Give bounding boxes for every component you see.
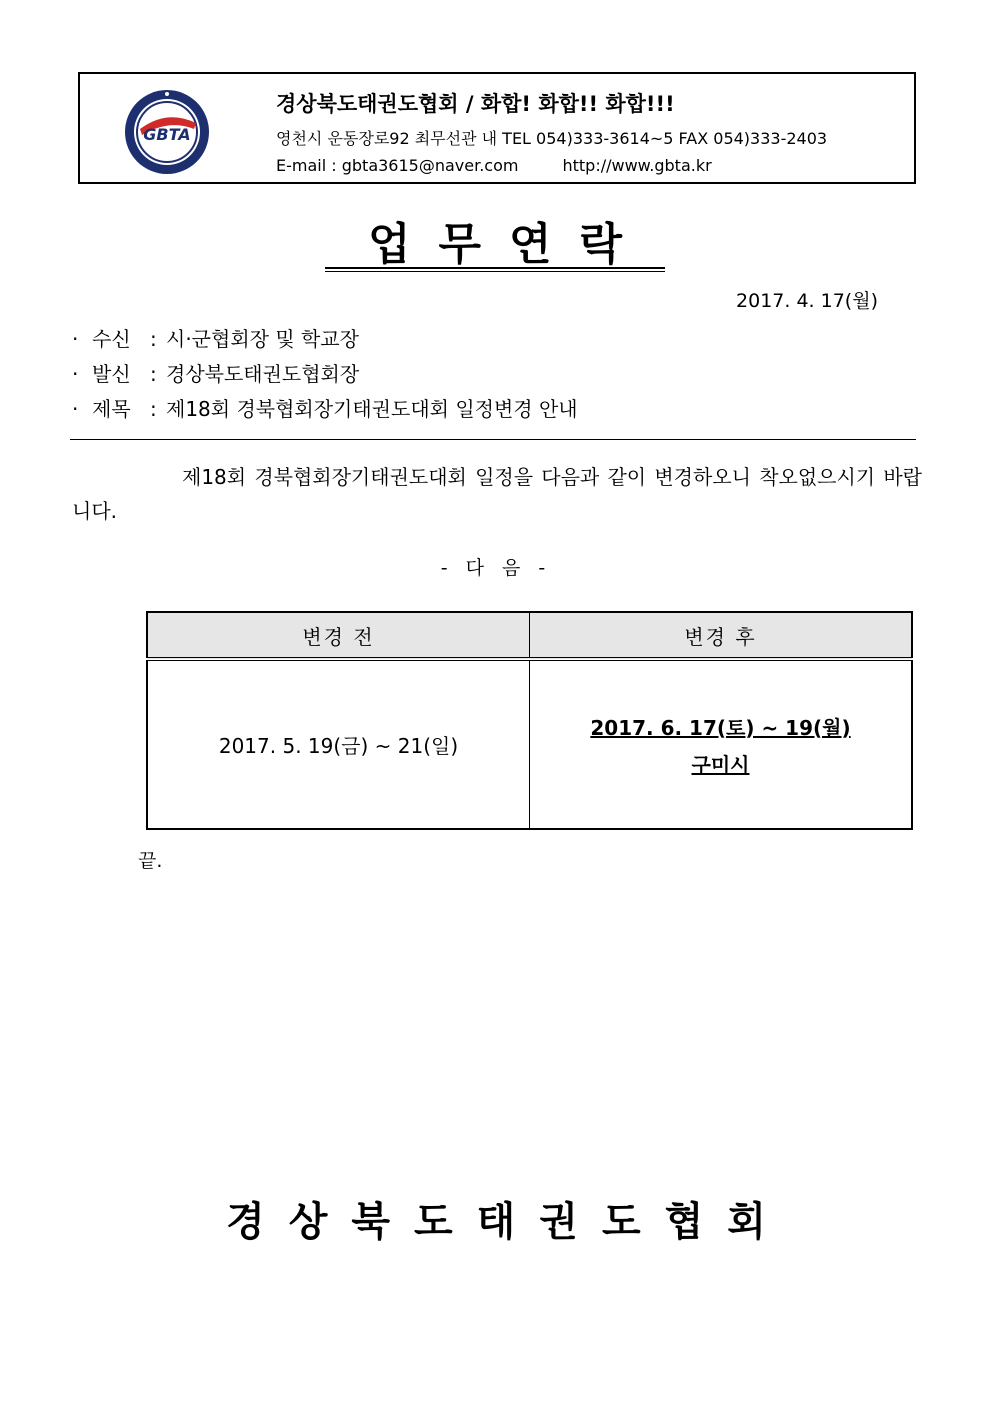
org-website[interactable]: http://www.gbta.kr — [562, 156, 712, 175]
logo-text: GBTA — [143, 125, 191, 144]
meta-label: 발신 — [92, 362, 131, 386]
document-date: 2017. 4. 17(월) — [736, 290, 878, 312]
title-underline-thin — [325, 271, 665, 272]
header-before: 변경 전 — [147, 612, 530, 659]
notice-heading: - 다 음 - — [440, 557, 552, 579]
section-divider — [70, 439, 916, 440]
meta-recipient: · 수신 : 시·군협회장 및 학교장 — [72, 323, 359, 352]
org-email[interactable]: E-mail : gbta3615@naver.com — [276, 156, 519, 175]
after-date: 2017. 6. 17(토) ~ 19(월) — [590, 715, 851, 740]
footer-org-name: 경상북도태권도협회 — [226, 1199, 790, 1245]
schedule-change-table — [146, 611, 913, 830]
table-header-row — [147, 612, 912, 659]
after-place: 구미시 — [691, 752, 750, 777]
document-title: 업무연락 — [367, 219, 650, 270]
meta-label: 수신 — [92, 327, 131, 351]
cell-before-date: 2017. 5. 19(금) ~ 21(일) — [147, 659, 530, 829]
meta-sender: · 발신 : 경상북도태권도협회장 — [72, 358, 359, 387]
header-after: 변경 후 — [530, 612, 913, 659]
end-mark: 끝. — [138, 850, 163, 872]
cell-after — [530, 659, 913, 829]
gbta-logo-icon — [124, 89, 210, 175]
meta-value: 제18회 경북협회장기태권도대회 일정변경 안내 — [166, 397, 578, 421]
org-contact — [276, 156, 712, 175]
body-paragraph: 제18회 경북협회장기태권도대회 일정을 다음과 같이 변경하오니 착오없으시기 바랍니다. — [72, 465, 922, 523]
letterhead-box — [78, 72, 916, 184]
meta-subject: · 제목 : 제18회 경북협회장기태권도대회 일정변경 안내 — [72, 393, 578, 422]
meta-value: 시·군협회장 및 학교장 — [166, 327, 359, 351]
title-underline — [325, 267, 665, 269]
org-address: 영천시 운동장로92 최무선관 내 TEL 054)333-3614~5 FAX 054)333-2403 — [276, 129, 828, 148]
meta-value: 경상북도태권도협회장 — [166, 362, 360, 386]
org-slogan: 경상북도태권도협회 / 화합! 화합!! 화합!!! — [276, 92, 675, 116]
meta-label: 제목 — [92, 397, 131, 421]
table-row — [147, 659, 912, 829]
